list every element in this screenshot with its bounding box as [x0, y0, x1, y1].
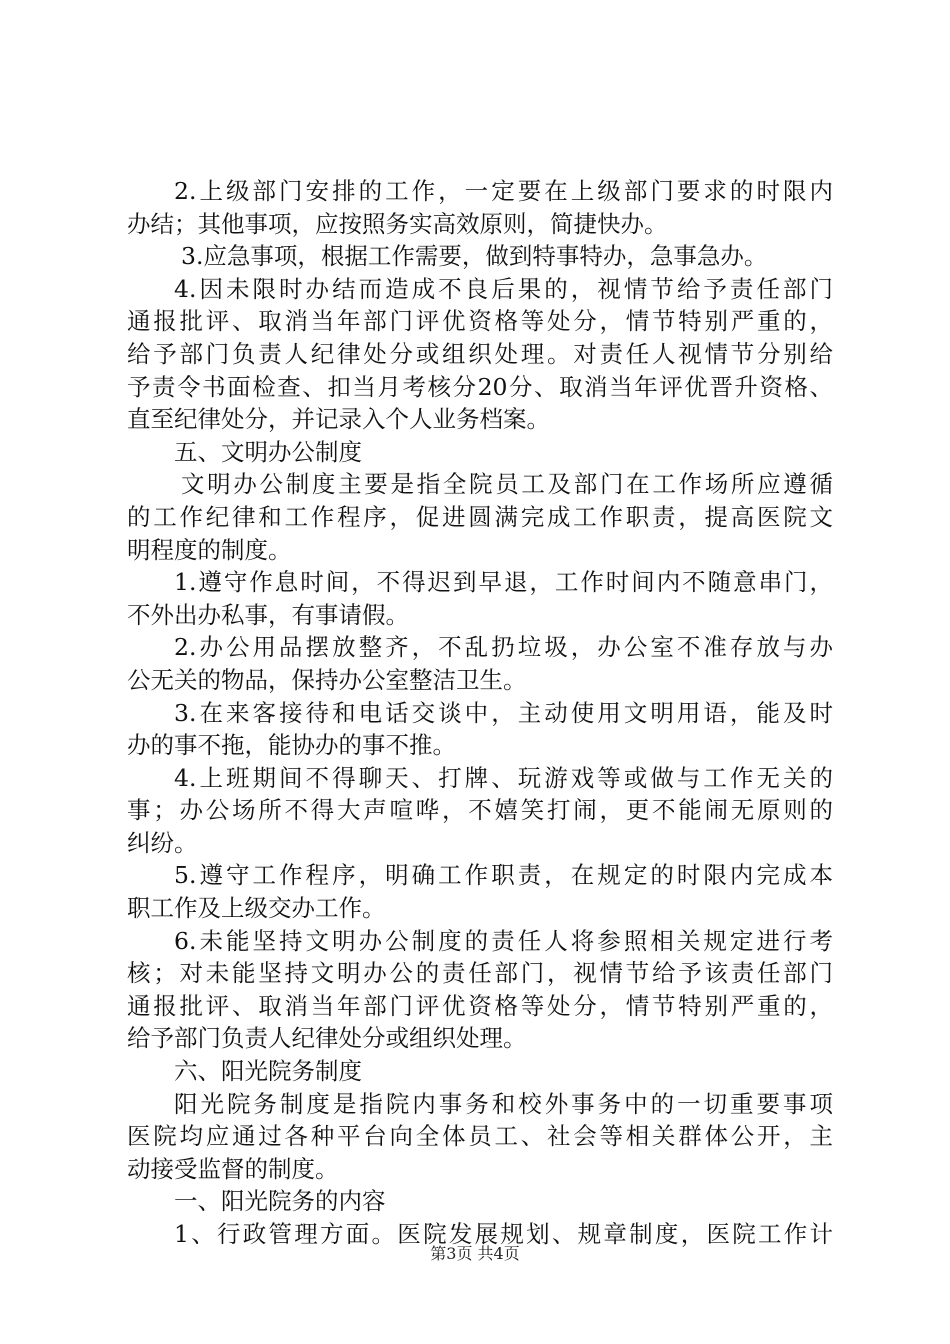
text-line: 纠纷。 [127, 828, 198, 857]
text-line: 五、文明办公制度 [174, 437, 362, 466]
text-line: 明程度的制度。 [127, 535, 292, 564]
text-line: 动接受监督的制度。 [127, 1154, 339, 1183]
text-line: 的工作纪律和工作程序，促进圆满完成工作职责，提高医院文 [127, 502, 833, 531]
text-line: 办结；其他事项，应按照务实高效原则，简捷快办。 [127, 209, 668, 238]
text-line: 阳光院务制度是指院内事务和校外事务中的一切重要事项 [174, 1089, 833, 1118]
document-body [127, 175, 833, 1251]
text-line: 通报批评、取消当年部门评优资格等处分，情节特别严重的， [127, 307, 833, 336]
text-line: 5.遵守工作程序，明确工作职责，在规定的时限内完成本 [174, 861, 833, 890]
text-line: 核；对未能坚持文明办公的责任部门，视情节给予该责任部门 [127, 959, 833, 988]
text-line: 直至纪律处分，并记录入个人业务档案。 [127, 405, 550, 434]
text-line: 事；办公场所不得大声喧哗，不嬉笑打闹，更不能闹无原则的 [127, 796, 833, 825]
text-line: 3.在来客接待和电话交谈中，主动使用文明用语，能及时 [174, 698, 833, 727]
text-line: 2.上级部门安排的工作，一定要在上级部门要求的时限内 [174, 177, 833, 205]
text-line: 职工作及上级交办工作。 [127, 894, 386, 923]
text-line: 公无关的物品，保持办公室整洁卫生。 [127, 665, 527, 694]
text-line: 4.上班期间不得聊天、打牌、玩游戏等或做与工作无关的 [174, 763, 833, 792]
text-line: 6.未能坚持文明办公制度的责任人将参照相关规定进行考 [174, 926, 833, 955]
text-line: 3.应急事项，根据工作需要，做到特事特办，急事急办。 [181, 242, 768, 271]
text-line: 1、行政管理方面。医院发展规划、规章制度，医院工作计 [174, 1220, 833, 1248]
text-line: 给予部门负责人纪律处分或组织处理。 [127, 1024, 527, 1053]
text-line: 文明办公制度主要是指全院员工及部门在工作场所应遵循 [181, 470, 833, 499]
text-line: 4.因未限时办结而造成不良后果的，视情节给予责任部门 [174, 274, 833, 303]
text-line: 办的事不拖，能协办的事不推。 [127, 731, 456, 760]
text-line: 六、阳光院务制度 [174, 1057, 362, 1086]
text-line: 1.遵守作息时间，不得迟到早退，工作时间内不随意串门， [174, 568, 833, 597]
text-line: 通报批评、取消当年部门评优资格等处分，情节特别严重的， [127, 991, 833, 1020]
text-line: 医院均应通过各种平台向全体员工、社会等相关群体公开，主 [127, 1122, 833, 1151]
text-line: 不外出办私事，有事请假。 [127, 600, 409, 629]
page-footer: 第3页 共4页 [430, 1244, 520, 1263]
text-line: 一、阳光院务的内容 [174, 1187, 386, 1216]
text-line: 2.办公用品摆放整齐，不乱扔垃圾，办公室不准存放与办 [174, 633, 833, 662]
text-line: 给予部门负责人纪律处分或组织处理。对责任人视情节分别给 [127, 339, 833, 368]
text-line: 予责令书面检查、扣当月考核分20分、取消当年评优晋升资格、 [127, 372, 833, 401]
